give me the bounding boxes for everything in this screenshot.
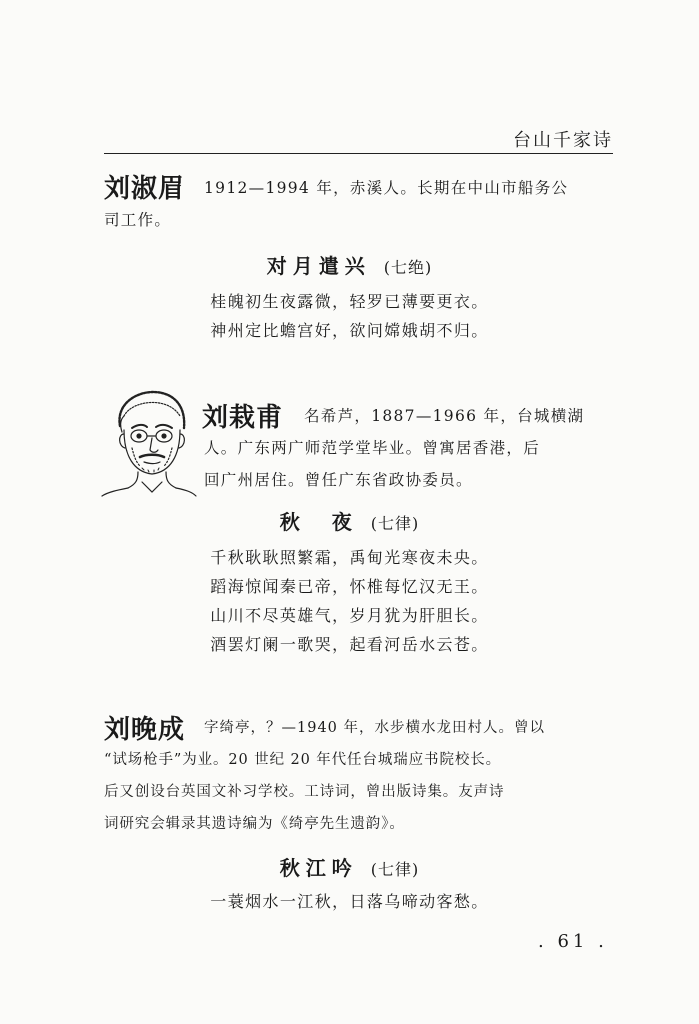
poet-bio-continued xyxy=(104,204,604,236)
poem-line: 神州定比蟾宫好，欲问嫦娥胡不归。 xyxy=(210,321,489,340)
poem-body xyxy=(0,287,699,345)
poet-name: 刘栽甫 xyxy=(202,403,284,433)
bio-line: 词研究会辑录其遗诗编为《绮亭先生遗韵》。 xyxy=(104,816,405,832)
poem-title-text: 秋江吟 xyxy=(279,856,358,880)
poem-line: 千秋耿耿照繁霜，禹甸光寒夜未央。 xyxy=(210,548,489,567)
bio-line: 1912—1994 年，赤溪人。长期在中山市船务公 xyxy=(204,179,569,197)
poem-title-text: 秋 夜 xyxy=(279,510,358,534)
bio-line: 字绮亭，？—1940 年，水步横水龙田村人。曾以 xyxy=(204,720,546,736)
header-rule xyxy=(104,153,613,154)
bio-line: 司工作。 xyxy=(104,211,172,229)
poem-line: 山川不尽英雄气，岁月犹为肝胆长。 xyxy=(210,606,489,625)
poem-form: (七律) xyxy=(370,514,420,533)
poem-form: (七律) xyxy=(370,860,420,879)
poet-bio xyxy=(204,172,604,204)
poem-line: 酒罢灯阑一歌哭，起看河岳水云苍。 xyxy=(210,635,489,654)
poem-title xyxy=(0,852,699,881)
poem-title xyxy=(0,506,699,535)
page-number: . 61 . xyxy=(538,931,608,952)
poet-bio-continued xyxy=(204,432,614,496)
bio-line: “试场枪手”为业。20 世纪 20 年代任台城瑞应书院校长。 xyxy=(104,752,502,768)
bio-line: 后又创设台英国文补习学校。工诗词，曾出版诗集。友声诗 xyxy=(104,784,505,800)
running-header-title: 台山千家诗 xyxy=(513,130,613,151)
poem-line: 一蓑烟水一江秋，日落乌啼动客愁。 xyxy=(210,892,489,911)
poem-body xyxy=(0,543,699,659)
portrait-sketch-icon xyxy=(98,386,198,498)
poet-bio-continued xyxy=(104,744,616,840)
bio-line: 名希芦，1887—1966 年，台城横湖 xyxy=(304,407,585,425)
poem-title-text: 对月遣兴 xyxy=(266,254,371,278)
bio-line: 回广州居住。曾任广东省政协委员。 xyxy=(204,471,473,489)
poet-bio xyxy=(204,712,614,744)
poet-bio xyxy=(304,400,614,432)
poem-line: 桂魄初生夜露微，轻罗已薄要更衣。 xyxy=(210,292,489,311)
poet-name: 刘淑眉 xyxy=(104,174,186,204)
bio-line: 人。广东两广师范学堂毕业。曾寓居香港，后 xyxy=(204,439,541,457)
poem-body xyxy=(0,887,699,916)
poem-line: 蹈海惊闻秦已帝，怀椎每忆汉无王。 xyxy=(210,577,489,596)
poem-title xyxy=(0,250,699,279)
poet-name: 刘晚成 xyxy=(104,715,186,745)
poem-form: (七绝) xyxy=(383,258,433,277)
